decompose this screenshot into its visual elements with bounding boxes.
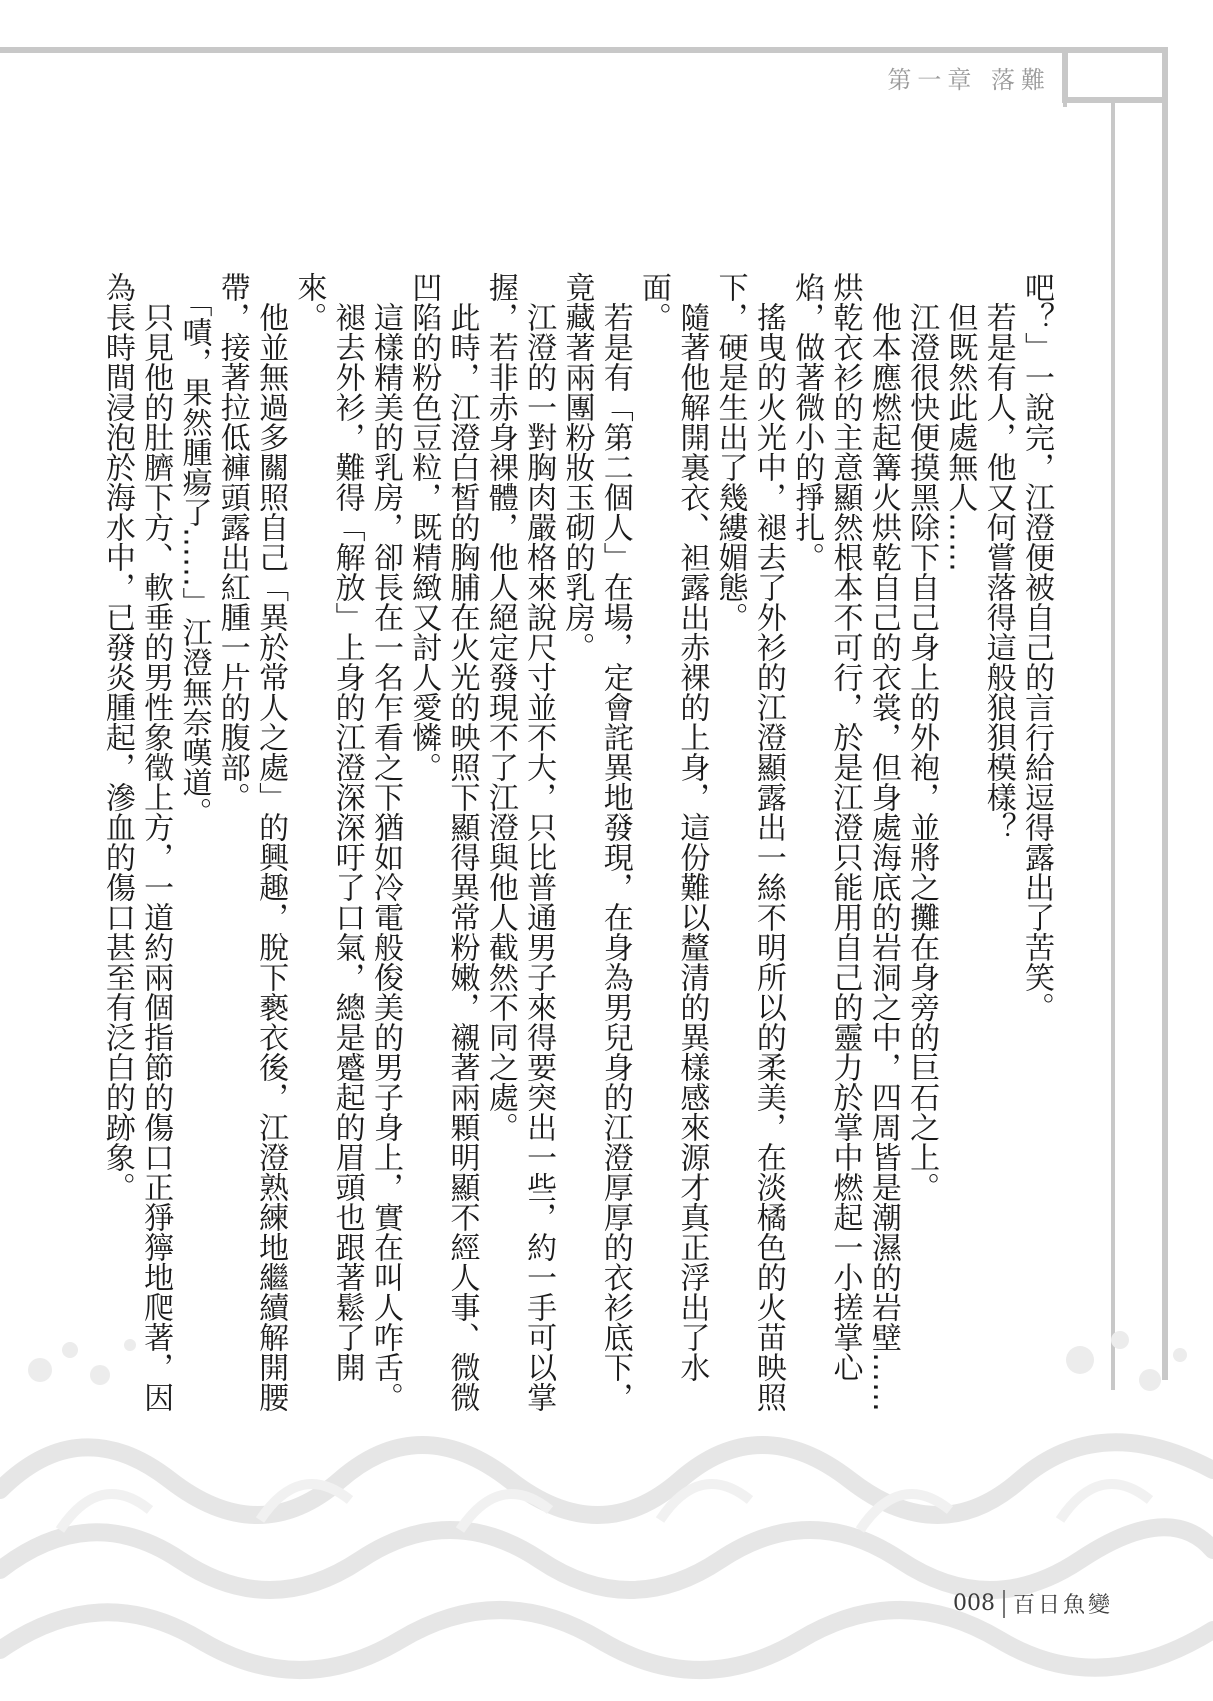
page-footer bbox=[953, 1588, 1113, 1619]
paragraph: 江澄很快便摸黑除下自己身上的外袍，並將之攤在身旁的巨石之上。 bbox=[904, 272, 940, 1202]
footer-divider bbox=[1003, 1590, 1005, 1618]
paragraph: 但既然此處無人…… bbox=[942, 272, 978, 572]
paragraph: 他並無過多關照自己「異於常人之處」的興趣，脫下褻衣後，江澄熟練地繼續解開腰帶，接著拉低褲頭露出紅腫一片的腹部。 bbox=[214, 272, 289, 1412]
paragraph: 吧？」一說完，江澄便被自己的言行給逗得露出了苦笑。 bbox=[1019, 272, 1054, 1022]
paragraph: 褪去外衫，難得「解放」上身的江澄深深吁了口氣，總是蹙起的眉頭也跟著鬆了開來。 bbox=[291, 272, 365, 1382]
paragraph: 若是有人，他又何嘗落得這般狼狽模樣？ bbox=[980, 272, 1016, 842]
paragraph: 隨著他解開裏衣、袒露出赤裸的上身，這份難以釐清的異樣感來源才真正浮出了水面。 bbox=[636, 272, 710, 1382]
vertical-body-text bbox=[99, 272, 1055, 1422]
paragraph: 只見他的肚臍下方、軟垂的男性象徵上方，一道約兩個指節的傷口正猙獰地爬著，因為長時間浸泡於海水中，已發炎腫起，滲血的傷口甚至有泛白的跡象。 bbox=[99, 272, 174, 1412]
paragraph: 若是有「第二個人」在場，定會詫異地發現，在身為男兒身的江澄厚厚的衣衫底下，竟藏著兩團粉妝玉砌的乳房。 bbox=[559, 272, 633, 1412]
paragraph: 「嘖，果然腫瘍了……」江澄無奈嘆道。 bbox=[176, 272, 212, 827]
paragraph: 搖曳的火光中，褪去了外衫的江澄顯露出一絲不明所以的柔美，在淡橘色的火苗映照下，硬是生出了幾縷媚態。 bbox=[712, 272, 786, 1412]
paragraph: 這樣精美的乳房，卻長在一名乍看之下猶如冷電般俊美的男子身上，實在叫人咋舌。 bbox=[367, 272, 403, 1412]
page-number: 008 bbox=[952, 1591, 995, 1616]
chapter-header: 第一章 落難 bbox=[887, 66, 1051, 94]
book-title: 百日魚變 bbox=[1012, 1593, 1113, 1618]
paragraph: 江澄的一對胸肉嚴格來說尺寸並不大，只比普通男子來得要突出一些，約一手可以掌握，若非赤身裸體，他人絕定發現不了江澄與他人截然不同之處。 bbox=[482, 272, 557, 1412]
paragraph: 他本應燃起篝火烘乾自己的衣裳，但身處海底的岩洞之中，四周皆是潮濕的岩壁……烘乾衣衫的主意顯然根本不可行，於是江澄只能用自己的靈力於掌中燃起一小搓掌心焰，做著微小的掙扎。 bbox=[789, 272, 901, 1412]
paragraph: 此時，江澄白皙的胸脯在火光的映照下顯得異常粉嫩，襯著兩顆明顯不經人事、微微凹陷的粉色豆粒，既精緻又討人愛憐。 bbox=[406, 272, 480, 1412]
